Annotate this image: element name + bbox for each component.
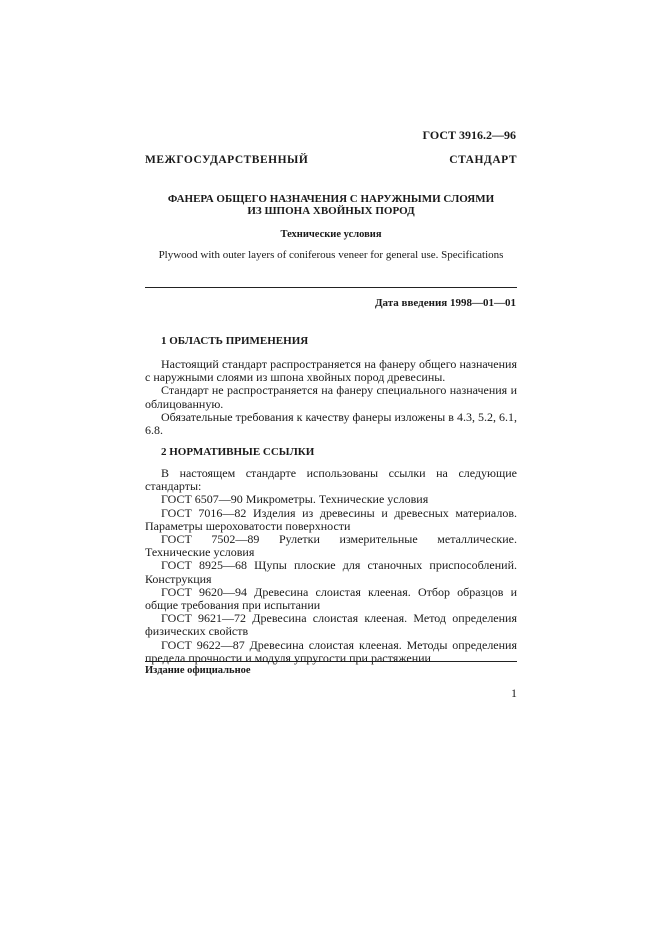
paragraph: Обязательные требования к качеству фанеры изложены в 4.3, 5.2, 6.1, 6.8. bbox=[145, 409, 517, 438]
title-line-1: ФАНЕРА ОБЩЕГО НАЗНАЧЕНИЯ С НАРУЖНЫМИ СЛОЯМИ bbox=[167, 193, 495, 205]
section-2-heading: 2 НОРМАТИВНЫЕ ССЫЛКИ bbox=[161, 446, 315, 458]
paragraph: Стандарт не распространяется на фанеру специального назначения и облицованную. bbox=[145, 383, 517, 411]
header-divider bbox=[145, 287, 517, 288]
english-title: Plywood with outer layers of coniferous veneer for general use. Specifications bbox=[158, 249, 504, 261]
section-1-body bbox=[145, 358, 517, 437]
section-1-heading: 1 ОБЛАСТЬ ПРИМЕНЕНИЯ bbox=[161, 335, 309, 347]
official-edition-label: Издание официальное bbox=[145, 665, 251, 676]
footer-divider bbox=[145, 661, 517, 662]
reference-item: ГОСТ 9621—72 Древесина слоистая клееная. Метод определения физических свойств bbox=[145, 611, 517, 639]
document-title bbox=[145, 193, 517, 217]
title-line-2: ИЗ ШПОНА ХВОЙНЫХ ПОРОД bbox=[247, 205, 415, 217]
reference-item: ГОСТ 9620—94 Древесина слоистая клееная. Отбор образцов и общие требования при испытании bbox=[145, 584, 517, 613]
document-code: ГОСТ 3916.2—96 bbox=[422, 128, 516, 142]
interstate-standard-label: МЕЖГОСУДАРСТВЕННЫЙ СТАНДАРТ bbox=[145, 154, 517, 166]
reference-item: ГОСТ 6507—90 Микрометры. Технические условия bbox=[161, 492, 429, 507]
introduction-date: Дата введения 1998—01—01 bbox=[374, 297, 516, 309]
reference-item: ГОСТ 8925—68 Щупы плоские для станочных приспособлений. Конструкция bbox=[145, 558, 517, 586]
reference-item: ГОСТ 9622—87 Древесина слоистая клееная. Методы определения предела прочности и модуля упругости при растяжении bbox=[145, 637, 517, 665]
paragraph: В настоящем стандарте использованы ссылки на следующие стандарты: bbox=[145, 466, 517, 494]
section-2-body bbox=[145, 467, 517, 665]
reference-item: ГОСТ 7016—82 Изделия из древесины и древесных материалов. Параметры шероховатости поверхности bbox=[145, 505, 517, 533]
reference-item: ГОСТ 7502—89 Рулетки измерительные металлические. Технические условия bbox=[145, 532, 517, 560]
paragraph: Настоящий стандарт распространяется на фанеру общего назначения с наружными слоями из шпона хвойных пород древесины. bbox=[145, 357, 517, 385]
page-number: 1 bbox=[511, 686, 517, 700]
document-subtitle: Технические условия bbox=[280, 229, 382, 240]
